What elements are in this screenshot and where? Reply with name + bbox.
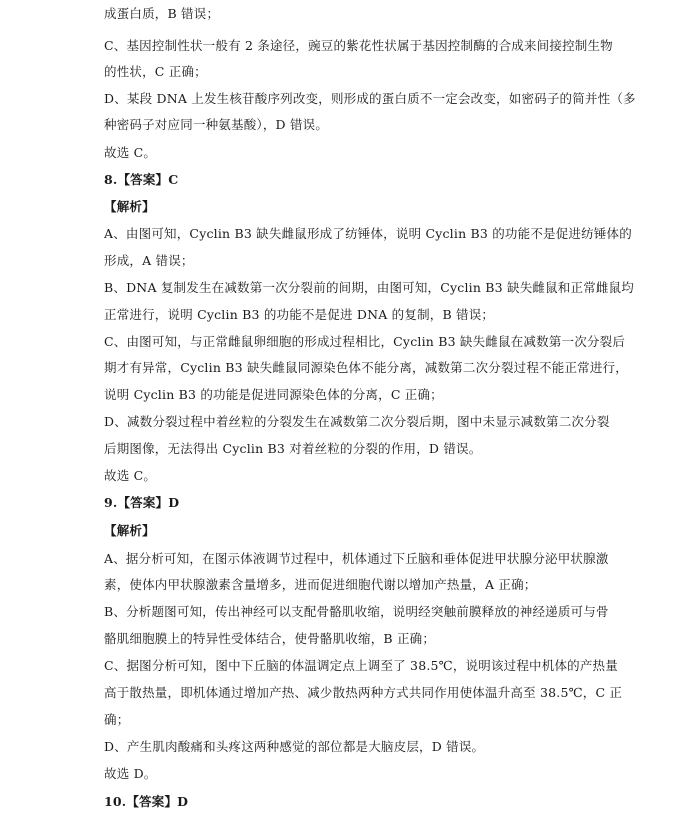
text-line: 种密码子对应同一种氨基酸），D 错误。	[104, 117, 329, 132]
text-line: 高于散热量，即机体通过增加产热、减少散热两种方式共同作用使体温升高至 38.5℃，C 正	[104, 685, 623, 700]
text-line: 故选 C。	[104, 145, 157, 160]
text-line: 后期图像，无法得出 Cyclin B3 对着丝粒的分裂的作用，D 错误。	[104, 441, 482, 456]
text-line: D、产生肌肉酸痛和头疼这两种感觉的部位都是大脑皮层，D 错误。	[104, 739, 485, 754]
text-line: B、DNA 复制发生在减数第一次分裂前的间期，由图可知，Cyclin B3 缺失雌鼠和正常雌鼠均	[104, 280, 635, 295]
text-line: 故选 D。	[104, 766, 157, 781]
text-line: 素，使体内甲状腺激素含量增多，进而促进细胞代谢以增加产热量，A 正确；	[104, 577, 537, 592]
text-line: C、由图可知，与正常雌鼠卵细胞的形成过程相比，Cyclin B3 缺失雌鼠在减数第一次分裂后	[104, 334, 626, 349]
text-line: C、据图分析可知，图中下丘脑的体温调定点上调至了 38.5℃，说明该过程中机体的产热量	[104, 658, 618, 673]
analysis-heading: 【解析】	[104, 523, 155, 538]
text-line: D、某段 DNA 上发生核苷酸序列改变，则形成的蛋白质不一定会改变，如密码子的简并性（多	[104, 91, 636, 106]
text-line: C、基因控制性状一般有 2 条途径，豌豆的紫花性状属于基因控制酶的合成来间接控制生物	[104, 38, 613, 53]
text-line: D、减数分裂过程中着丝粒的分裂发生在减数第二次分裂后期，图中未显示减数第二次分裂	[104, 414, 610, 429]
text-line: 的性状，C 正确；	[104, 64, 207, 79]
text-line: 期才有异常，Cyclin B3 缺失雌鼠同源染色体不能分离，减数第二次分裂过程不能正常进行，	[104, 360, 628, 375]
text-line: 成蛋白质，B 错误；	[104, 6, 220, 21]
text-line: 骼肌细胞膜上的特异性受体结合，使骨骼肌收缩，B 正确；	[104, 631, 436, 646]
text-line: 说明 Cyclin B3 的功能是促进同源染色体的分离，C 正确；	[104, 387, 443, 402]
text-line: 正常进行，说明 Cyclin B3 的功能不是促进 DNA 的复制，B 错误；	[104, 307, 495, 322]
answer-heading: 8.【答案】C	[104, 172, 179, 187]
answer-heading: 10.【答案】D	[104, 794, 189, 809]
text-line: B、分析题图可知，传出神经可以支配骨骼肌收缩，说明经突触前膜释放的神经递质可与骨	[104, 604, 609, 619]
text-line: 确；	[104, 712, 130, 727]
text-line: 形成，A 错误；	[104, 253, 194, 268]
text-line: 故选 C。	[104, 468, 157, 483]
text-line: A、据分析可知，在图示体液调节过程中，机体通过下丘脑和垂体促进甲状腺分泌甲状腺激	[104, 551, 609, 566]
text-line: A、由图可知，Cyclin B3 缺失雌鼠形成了纺锤体，说明 Cyclin B3 的功能不是促进纺锤体的	[104, 226, 632, 241]
answer-heading: 9.【答案】D	[104, 495, 180, 510]
analysis-heading: 【解析】	[104, 199, 155, 214]
